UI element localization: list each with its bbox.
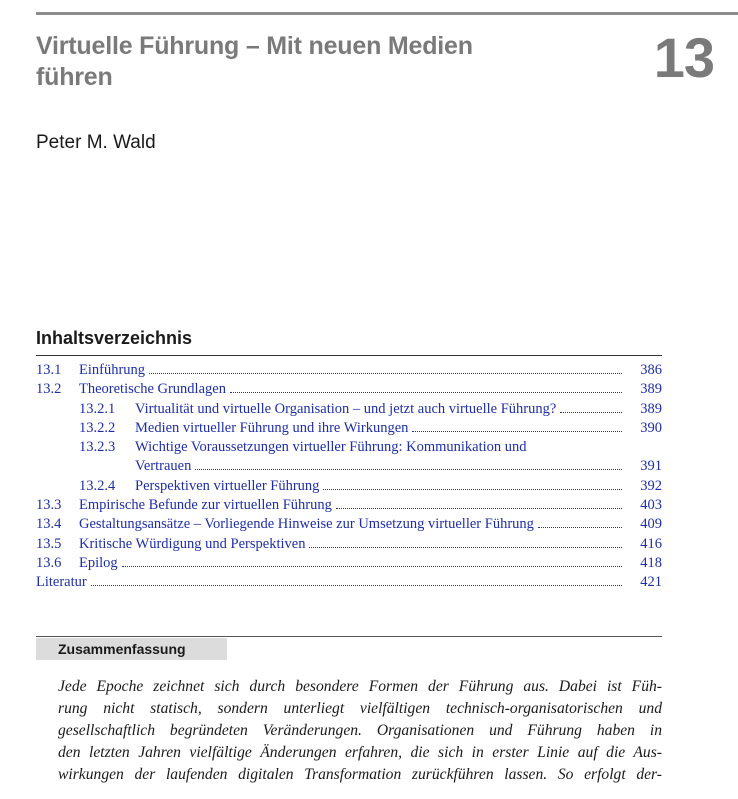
toc-entry-page[interactable]: 403 xyxy=(640,497,662,514)
toc-entry-title-continued[interactable]: Vertrauen xyxy=(135,458,192,475)
toc-entry-page[interactable]: 386 xyxy=(640,362,662,378)
toc-entry-title[interactable]: Wichtige Voraussetzungen virtueller Führung: Kommunikation und xyxy=(135,439,527,456)
toc-entry-13-2-3[interactable] xyxy=(36,438,662,457)
toc-divider xyxy=(36,355,662,356)
toc-entry-13-6[interactable] xyxy=(36,554,662,573)
toc-entry-13-2-2[interactable] xyxy=(36,419,662,438)
toc-entry-title[interactable]: Medien virtueller Führung und ihre Wirkungen xyxy=(135,419,409,436)
toc-entry-number: 13.3 xyxy=(36,497,62,514)
author-name: Peter M. Wald xyxy=(36,132,156,153)
toc-leader-dots xyxy=(412,430,622,432)
toc-leader-dots xyxy=(323,488,622,490)
toc-entry-13-2[interactable] xyxy=(36,380,662,399)
toc-entry-13-1[interactable] xyxy=(36,361,662,380)
toc-entry-page[interactable]: 389 xyxy=(640,381,662,398)
summary-divider xyxy=(36,636,662,637)
toc-leader-dots xyxy=(230,391,622,393)
toc-entry-13-3[interactable] xyxy=(36,496,662,515)
toc-entry-number: 13.2 xyxy=(36,381,62,398)
toc-entry-page[interactable]: 389 xyxy=(640,400,662,417)
toc-entry-page[interactable]: 416 xyxy=(640,535,662,552)
toc-entry-page[interactable]: 392 xyxy=(640,477,662,494)
chapter-number: 13 xyxy=(653,26,714,89)
toc-entry-number: 13.2.1 xyxy=(79,400,116,417)
toc-leader-dots xyxy=(122,565,622,567)
toc-entry-number: 13.5 xyxy=(36,535,62,552)
toc-leader-dots xyxy=(538,526,622,528)
toc-entry-13-2-4[interactable] xyxy=(36,477,662,496)
toc-leader-dots xyxy=(195,468,622,470)
chapter-title-line-2: führen xyxy=(36,63,113,91)
summary-line: Jede Epoche zeichnet sich durch besondere Formen der Führung aus. Dabei ist Füh- xyxy=(58,678,662,695)
summary-line: rung nicht statisch, sondern unterliegt vielfältigen technisch-organisatorischen und xyxy=(58,700,662,717)
toc-entry-number: 13.2.2 xyxy=(79,419,116,436)
toc-entry-number: 13.2.4 xyxy=(79,477,116,494)
toc-entry-title[interactable]: Virtualität und virtuelle Organisation – und jetzt auch virtuelle Führung? xyxy=(135,400,557,417)
toc-leader-dots xyxy=(309,546,622,548)
summary-line: wirkungen der laufenden digitalen Transformation zurückführen lassen. So erfolgt der- xyxy=(58,766,662,783)
toc-entry-title[interactable]: Kritische Würdigung und Perspektiven xyxy=(79,535,306,552)
toc-leader-dots xyxy=(149,372,622,374)
summary-text xyxy=(58,676,662,786)
table-of-contents xyxy=(36,361,662,593)
toc-entry-literatur[interactable] xyxy=(36,573,662,592)
toc-entry-title[interactable]: Gestaltungsansätze – Vorliegende Hinweise zur Umsetzung virtueller Führung xyxy=(79,516,534,533)
toc-entry-title[interactable]: Einführung xyxy=(79,362,146,378)
toc-leader-dots xyxy=(91,584,622,586)
summary-line: gesellschaftlich begründeten Veränderungen. Organisationen und Führung haben in xyxy=(58,722,662,739)
toc-entry-number: 13.1 xyxy=(36,362,62,378)
summary-line: den letzten Jahren vielfältige Änderungen erfahren, die sich in erster Linie auf die Aus- xyxy=(58,744,662,761)
toc-entry-title[interactable]: Perspektiven virtueller Führung xyxy=(135,477,320,494)
toc-entry-number: 13.4 xyxy=(36,516,62,533)
toc-entry-page[interactable]: 391 xyxy=(640,458,662,475)
summary-label: Zusammenfassung xyxy=(58,641,186,657)
chapter-title-line-1: Virtuelle Führung – Mit neuen Medien xyxy=(36,32,473,60)
toc-entry-13-2-1[interactable] xyxy=(36,400,662,419)
toc-heading: Inhaltsverzeichnis xyxy=(36,328,193,348)
toc-entry-title[interactable]: Epilog xyxy=(79,554,118,571)
toc-entry-title[interactable]: Literatur xyxy=(36,574,87,591)
toc-entry-13-2-3-continued[interactable] xyxy=(36,457,662,476)
toc-entry-page[interactable]: 390 xyxy=(640,419,662,436)
toc-leader-dots xyxy=(560,411,622,413)
toc-entry-title[interactable]: Theoretische Grundlagen xyxy=(79,381,226,398)
toc-entry-page[interactable]: 409 xyxy=(640,516,662,533)
chapter-title xyxy=(36,31,596,93)
toc-leader-dots xyxy=(336,507,622,509)
toc-entry-13-4[interactable] xyxy=(36,515,662,534)
toc-entry-page[interactable]: 418 xyxy=(640,554,662,571)
toc-entry-13-5[interactable] xyxy=(36,535,662,554)
toc-entry-number: 13.6 xyxy=(36,554,62,571)
toc-entry-number: 13.2.3 xyxy=(79,439,116,456)
toc-entry-page[interactable]: 421 xyxy=(640,574,662,591)
toc-entry-title[interactable]: Empirische Befunde zur virtuellen Führung xyxy=(79,497,332,514)
top-rule xyxy=(36,12,738,15)
